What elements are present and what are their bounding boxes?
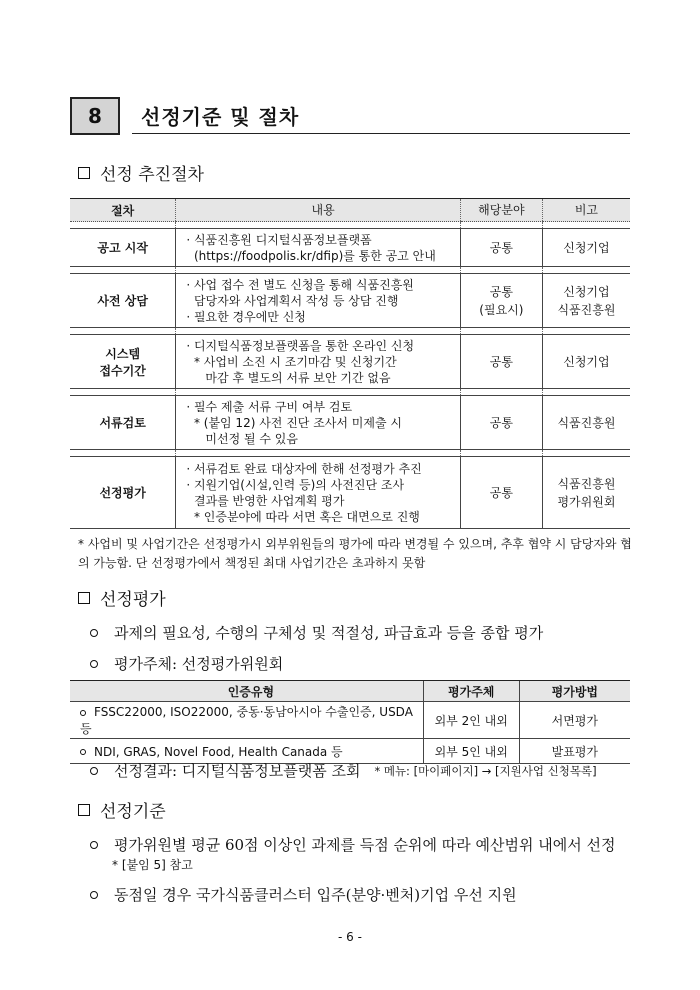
evaluation-table-header <box>70 681 630 702</box>
note-cell: 식품진흥원 <box>542 396 630 450</box>
table-row <box>70 274 630 328</box>
evaluation-item-2 <box>90 653 283 674</box>
procedure-table-header <box>70 199 630 222</box>
criteria-item-2 <box>90 884 517 905</box>
method-cell: 발표평가 <box>519 739 630 764</box>
procedure-footnote: * 사업비 및 사업기간은 선정평가시 외부위원들의 평가에 따라 변경될 수 있으며, 추후 협약 시 담당자와 협의 가능함. 단 선정평가에서 책정된 최대 사업기간은 초과하지 못함 <box>78 537 632 570</box>
row-gap <box>70 450 630 457</box>
header-step: 절차 <box>70 199 176 222</box>
circle-bullet-icon <box>90 891 98 899</box>
header-area: 해당분야 <box>460 199 542 222</box>
note-cell: 신청기업 식품진흥원 <box>542 274 630 328</box>
header-content: 내용 <box>176 199 461 222</box>
section-number-box <box>70 97 120 135</box>
content-cell: · 서류검토 완료 대상자에 한해 선정평가 추진 · 지원기업(시설,인력 등)의 사전진단 조사 결과를 반영한 사업계획 평가 * 인증분야에 따라 서면 혹은 대면으로 진행 <box>176 457 461 529</box>
row-gap <box>70 222 630 229</box>
cert-type-cell: NDI, GRAS, Novel Food, Health Canada 등 <box>70 739 423 764</box>
step-cell: 시스템 접수기간 <box>70 335 176 389</box>
header-note: 비고 <box>542 199 630 222</box>
evaluator-cell: 외부 5인 내외 <box>423 739 519 764</box>
criteria-item-1 <box>90 834 615 855</box>
table-row <box>70 229 630 267</box>
step-cell: 사전 상담 <box>70 274 176 328</box>
note-cell: 식품진흥원 평가위원회 <box>542 457 630 529</box>
procedure-heading-text: 선정 추진절차 <box>100 165 204 185</box>
square-bullet-icon <box>78 804 90 816</box>
circle-bullet-icon <box>90 767 98 775</box>
area-cell: 공통 <box>460 396 542 450</box>
evaluation-item-1 <box>90 622 543 643</box>
evaluation-heading-text: 선정평가 <box>100 590 166 610</box>
page-number: - 6 - <box>338 930 362 944</box>
header-cert-type: 인증유형 <box>70 681 423 702</box>
table-row <box>70 396 630 450</box>
criteria-item-1-text: 평가위원별 평균 60점 이상인 과제를 득점 순위에 따라 예산범위 내에서 선정 <box>114 836 616 854</box>
table-row <box>70 457 630 529</box>
circle-bullet-icon <box>80 710 86 716</box>
cert-type-cell: FSSC22000, ISO22000, 중동·동남아시아 수출인증, USDA 등 <box>70 702 423 739</box>
content-cell: · 디지털식품정보플랫폼을 통한 온라인 신청 * 사업비 소진 시 조기마감 및 신청기간 마감 후 별도의 서류 보안 기간 없음 <box>176 335 461 389</box>
criteria-heading <box>78 797 166 822</box>
area-cell: 공통 <box>460 335 542 389</box>
area-cell: 공통 (필요시) <box>460 274 542 328</box>
area-cell: 공통 <box>460 229 542 267</box>
content-cell: · 필수 제출 서류 구비 여부 검토 * (붙임 12) 사전 진단 조사서 미제출 시 미선정 될 수 있음 <box>176 396 461 450</box>
circle-bullet-icon <box>90 841 98 849</box>
evaluation-result-note: * 메뉴: [마이페이지] → [지원사업 신청목록] <box>374 763 597 778</box>
header-method: 평가방법 <box>519 681 630 702</box>
circle-bullet-icon <box>90 629 98 637</box>
section-title: 선정기준 및 절차 <box>141 105 300 129</box>
evaluation-item-1-text: 과제의 필요성, 수행의 구체성 및 적절성, 파급효과 등을 종합 평가 <box>114 624 544 642</box>
criteria-item-1-note: * [붙임 5] 참고 <box>112 858 193 872</box>
step-cell: 공고 시작 <box>70 229 176 267</box>
content-cell: · 식품진흥원 디지털식품정보플랫폼 (https://foodpolis.kr/dfip)를 통한 공고 안내 <box>176 229 461 267</box>
area-cell: 공통 <box>460 457 542 529</box>
step-cell: 서류검토 <box>70 396 176 450</box>
note-cell: 신청기업 <box>542 335 630 389</box>
table-row <box>70 335 630 389</box>
evaluation-result-text: 선정결과: 디지털식품정보플랫폼 조회 <box>114 762 361 780</box>
step-cell: 선정평가 <box>70 457 176 529</box>
note-cell: 신청기업 <box>542 229 630 267</box>
evaluation-heading <box>78 585 166 610</box>
method-cell: 서면평가 <box>519 702 630 739</box>
row-gap <box>70 328 630 335</box>
procedure-heading <box>78 160 204 185</box>
section-title-rule <box>132 133 630 134</box>
evaluation-table <box>70 680 630 764</box>
square-bullet-icon <box>78 167 90 179</box>
table-row <box>70 702 630 739</box>
section-number: 8 <box>88 104 102 128</box>
criteria-item-2-text: 동점일 경우 국가식품클러스터 입주(분양·벤처)기업 우선 지원 <box>114 886 517 904</box>
circle-bullet-icon <box>80 749 86 755</box>
content-cell: · 사업 접수 전 별도 신청을 통해 식품진흥원 담당자와 사업계획서 작성 등 상담 진행 · 필요한 경우에만 신청 <box>176 274 461 328</box>
square-bullet-icon <box>78 592 90 604</box>
evaluator-cell: 외부 2인 내외 <box>423 702 519 739</box>
evaluation-item-2-text: 평가주체: 선정평가위원회 <box>114 655 284 673</box>
row-gap <box>70 389 630 396</box>
circle-bullet-icon <box>90 660 98 668</box>
criteria-heading-text: 선정기준 <box>100 802 166 822</box>
header-evaluator: 평가주체 <box>423 681 519 702</box>
row-gap <box>70 267 630 274</box>
procedure-table <box>70 198 630 529</box>
evaluation-result <box>90 760 597 781</box>
